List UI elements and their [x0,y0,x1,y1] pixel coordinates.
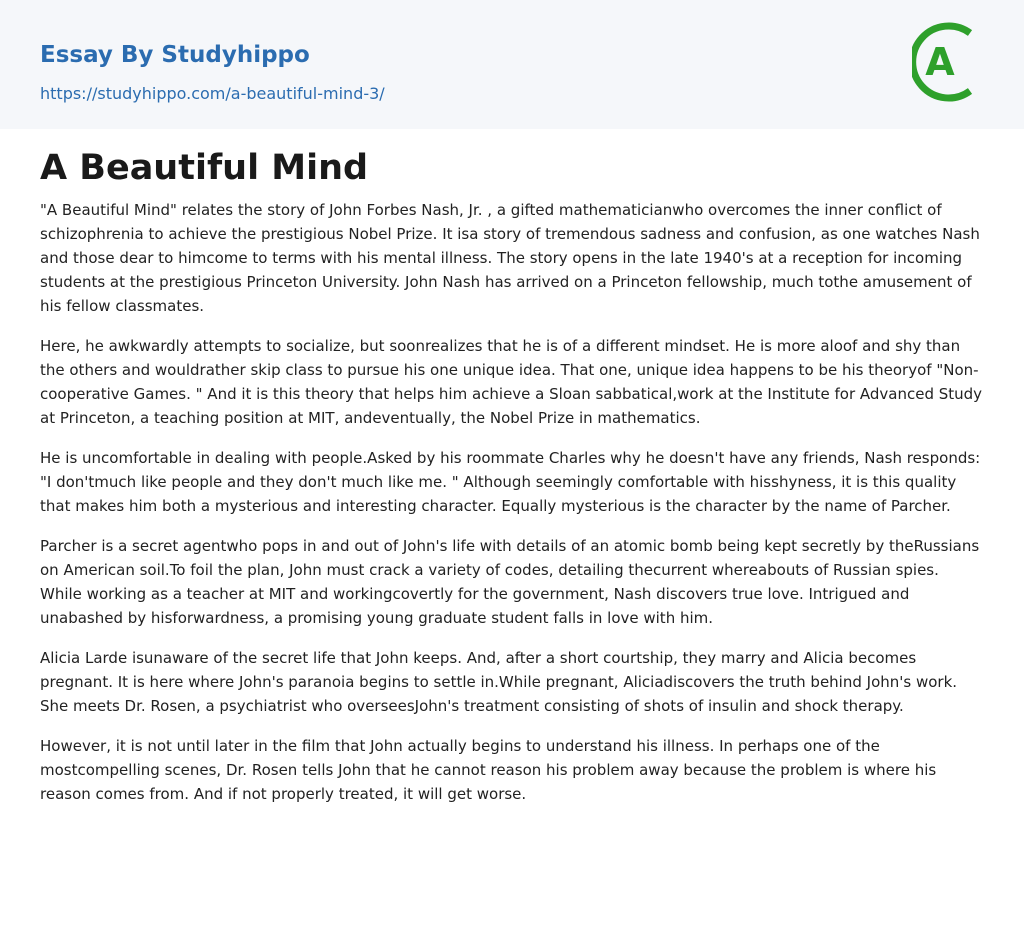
essay-paragraph-1: "A Beautiful Mind" relates the story of John Forbes Nash, Jr. , a gifted mathematicianwho overcomes the inner conflict of schizophrenia to achieve the prestigious Nobel Prize. It isa story of tremendous sadness and confusion, as one watches Nash and those dear to himcome to terms with his mental illness. The story opens in the late 1940's at a reception for incoming students at the prestigious Princeton University. John Nash has arrived on a Princeton fellowship, much tothe amusement of his fellow classmates. [40,201,980,315]
essay-paragraph-4: Parcher is a secret agentwho pops in and out of John's life with details of an atomic bomb being kept secretly by theRussians on American soil.To foil the plan, John must crack a variety of codes, detailing thecurrent whereabouts of Russian spies. While working as a teacher at MIT and workingcovertly for the government, Nash discovers true love. Intrigued and unabashed by hisforwardness, a promising young graduate student falls in love with him. [40,537,980,627]
page-header [0,0,1024,129]
essay-paragraph-2: Here, he awkwardly attempts to socialize, but soonrealizes that he is of a different mindset. He is more aloof and shy than the others and wouldrather skip class to pursue his one unique idea. That one, unique idea happens to be his theoryof "Non-cooperative Games. " And it is this theory that helps him achieve a Sloan sabbatical,work at the Institute for Advanced Study at Princeton, a teaching position at MIT, andeventually, the Nobel Prize in mathematics. [40,337,983,427]
essay-paragraph-5: Alicia Larde isunaware of the secret life that John keeps. And, after a short courtship, they marry and Alicia becomes pregnant. It is here where John's paranoia begins to settle in.While pregnant, Aliciadiscovers the truth behind John's work. She meets Dr. Rosen, a psychiatrist who overseesJohn's treatment consisting of shots of insulin and shock therapy. [40,649,958,715]
logo-letter: A [925,40,955,84]
essay-paragraph-6: However, it is not until later in the film that John actually begins to understand his illness. In perhaps one of the mostcompelling scenes, Dr. Rosen tells John that he cannot reason his problem away because the problem is where his reason comes from. And if not properly treated, it will get worse. [40,737,937,803]
source-url-link[interactable]: https://studyhippo.com/a-beautiful-mind-3/ [40,84,385,103]
essay-paragraph-3: He is uncomfortable in dealing with people.Asked by his roommate Charles why he doesn't have any friends, Nash responds: "I don'tmuch like people and they don't much like me. " Although seemingly comfortable with hisshyness, it is this quality that makes him both a mysterious and interesting character. Equally mysterious is the character by the name of Parcher. [40,449,981,515]
studyhippo-logo-icon[interactable] [912,19,986,105]
brand-title[interactable]: Essay By Studyhippo [40,42,310,68]
essay-article [40,146,984,822]
essay-title: A Beautiful Mind [40,148,369,188]
